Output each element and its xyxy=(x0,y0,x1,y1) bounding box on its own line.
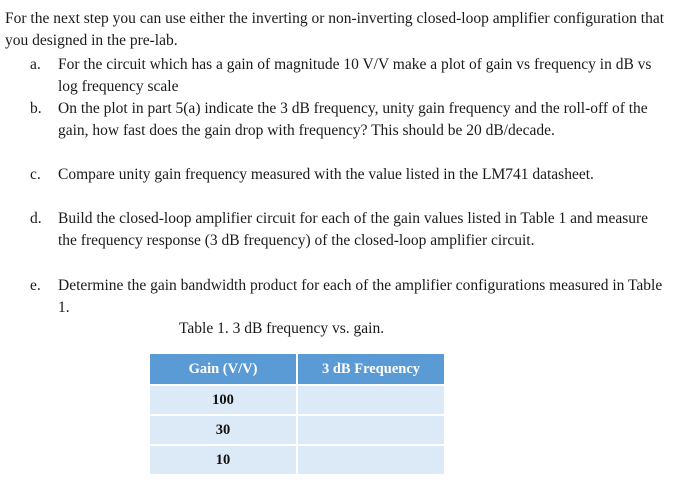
gain-cell: 30 xyxy=(149,415,297,445)
frequency-cell[interactable] xyxy=(297,445,445,475)
intro-paragraph: For the next step you can use either the inverting or non-inverting closed-loop amplifier configuration that you designed in the pre-lab. xyxy=(5,10,664,49)
list-item-text: On the plot in part 5(a) indicate the 3 dB frequency, unity gain frequency and the roll-off of the gain, how fast does the gain drop with frequency? This should be 20 dB/decade. xyxy=(58,100,648,139)
list-marker: e. xyxy=(30,277,41,294)
list-marker: a. xyxy=(30,56,41,73)
table-header-row xyxy=(149,353,445,385)
list-marker: c. xyxy=(30,166,41,183)
table-row xyxy=(149,445,445,475)
list-item-text: Build the closed-loop amplifier circuit for each of the gain values listed in Table 1 and measure the frequency response (3 dB frequency) of the closed-loop amplifier circuit. xyxy=(58,210,649,249)
list-item-text: Compare unity gain frequency measured with the value listed in the LM741 datasheet. xyxy=(58,166,594,183)
gain-cell: 10 xyxy=(149,445,297,475)
frequency-header: 3 dB Frequency xyxy=(297,353,445,385)
table-row xyxy=(149,415,445,445)
table-caption: Table 1. 3 dB frequency vs. gain. xyxy=(179,320,385,337)
gain-cell: 100 xyxy=(149,385,297,415)
list-marker: b. xyxy=(30,100,42,117)
frequency-cell[interactable] xyxy=(297,385,445,415)
gain-header: Gain (V/V) xyxy=(149,353,297,385)
list-item-text: Determine the gain bandwidth product for each of the amplifier configurations measured in Table 1. xyxy=(58,277,663,316)
frequency-table xyxy=(148,352,446,476)
frequency-cell[interactable] xyxy=(297,415,445,445)
list-item-text: For the circuit which has a gain of magnitude 10 V/V make a plot of gain vs frequency in dB vs log frequency scale xyxy=(58,56,652,95)
list-marker: d. xyxy=(30,210,42,227)
table-row xyxy=(149,385,445,415)
